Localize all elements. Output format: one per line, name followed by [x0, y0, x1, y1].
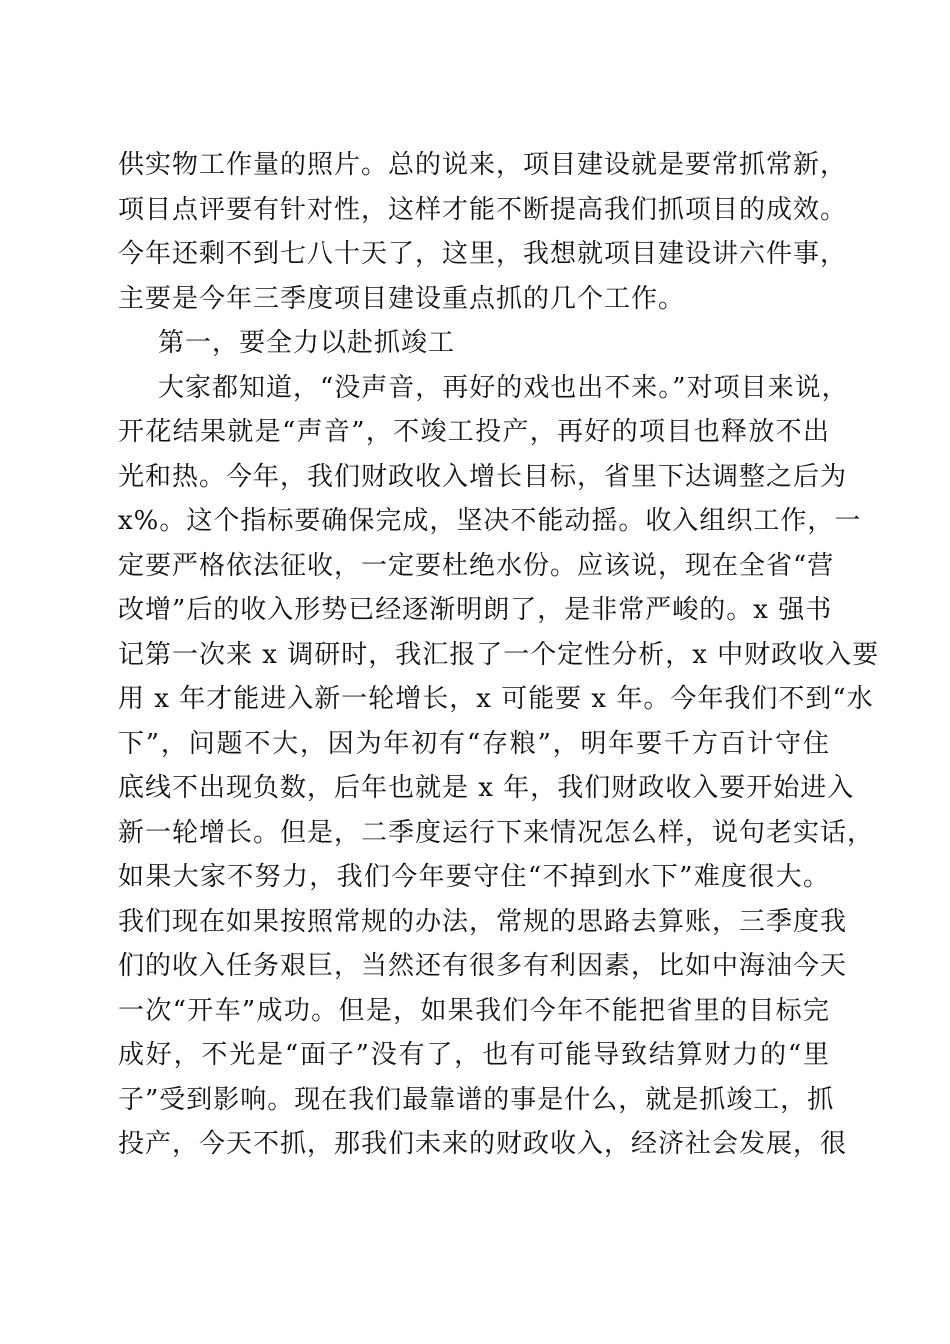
heading-line: 第一，要全力以赴抓竣工 — [158, 328, 456, 358]
text-line: 如果大家不努力，我们今年要守住“不掉到水下”难度很大。 — [118, 862, 830, 892]
document-body — [118, 143, 880, 1167]
text-line: 子”受到影响。现在我们最靠谱的事是什么，就是抓竣工，抓 — [118, 1084, 835, 1115]
text-line: 新一轮增长。但是，二季度运行下来情况怎么样，说句老实话， — [118, 817, 875, 848]
section-heading — [118, 321, 830, 366]
text-line: 大家都知道，“没声音，再好的戏也出不来。”对项目来说， — [158, 372, 849, 403]
text-line: 改增”后的收入形势已经逐渐明朗了，是非常严峻的。x 强书 — [118, 595, 833, 625]
text-line: 主要是今年三季度项目建设重点抓的几个工作。 — [118, 283, 686, 314]
paragraph-main — [118, 366, 880, 1167]
text-line: 今年还剩不到七八十天了，这里，我想就项目建设讲六件事， — [118, 239, 848, 269]
text-line: 下”，问题不大，因为年初有“存粮”，明年要千方百计守住 — [118, 728, 830, 759]
text-line: 记第一次来 x 调研时，我汇报了一个定性分析，x 中财政收入要 — [118, 639, 880, 670]
text-line: 项目点评要有针对性，这样才能不断提高我们抓项目的成效。 — [118, 194, 848, 225]
text-line: 用 x 年才能进入新一轮增长，x 可能要 x 年。今年我们不到“水 — [118, 684, 874, 714]
text-line: 们的收入任务艰巨，当然还有很多有利因素，比如中海油今天 — [118, 951, 848, 981]
text-line: x%。这个指标要确保完成，坚决不能动摇。收入组织工作，一 — [118, 506, 862, 536]
text-line: 我们现在如果按照常规的办法，常规的思路去算账，三季度我 — [118, 906, 848, 937]
text-line: 底线不出现负数，后年也就是 x 年，我们财政收入要开始进入 — [118, 773, 855, 803]
text-line: 定要严格依法征收，一定要杜绝水份。应该说，现在全省“营 — [118, 550, 835, 581]
text-line: 开花结果就是“声音”，不竣工投产，再好的项目也释放不出 — [118, 417, 830, 447]
text-line: 供实物工作量的照片。总的说来，项目建设就是要常抓常新， — [118, 150, 848, 180]
paragraph-intro — [118, 143, 848, 321]
text-line: 光和热。今年，我们财政收入增长目标，省里下达调整之后为 — [118, 461, 848, 492]
text-line: 成好，不光是“面子”没有了，也有可能导致结算财力的“里 — [118, 1040, 830, 1070]
text-line: 一次“开车”成功。但是，如果我们今年不能把省里的目标完 — [118, 995, 830, 1026]
text-line: 投产，今天不抓，那我们未来的财政收入，经济社会发展，很 — [118, 1129, 848, 1159]
